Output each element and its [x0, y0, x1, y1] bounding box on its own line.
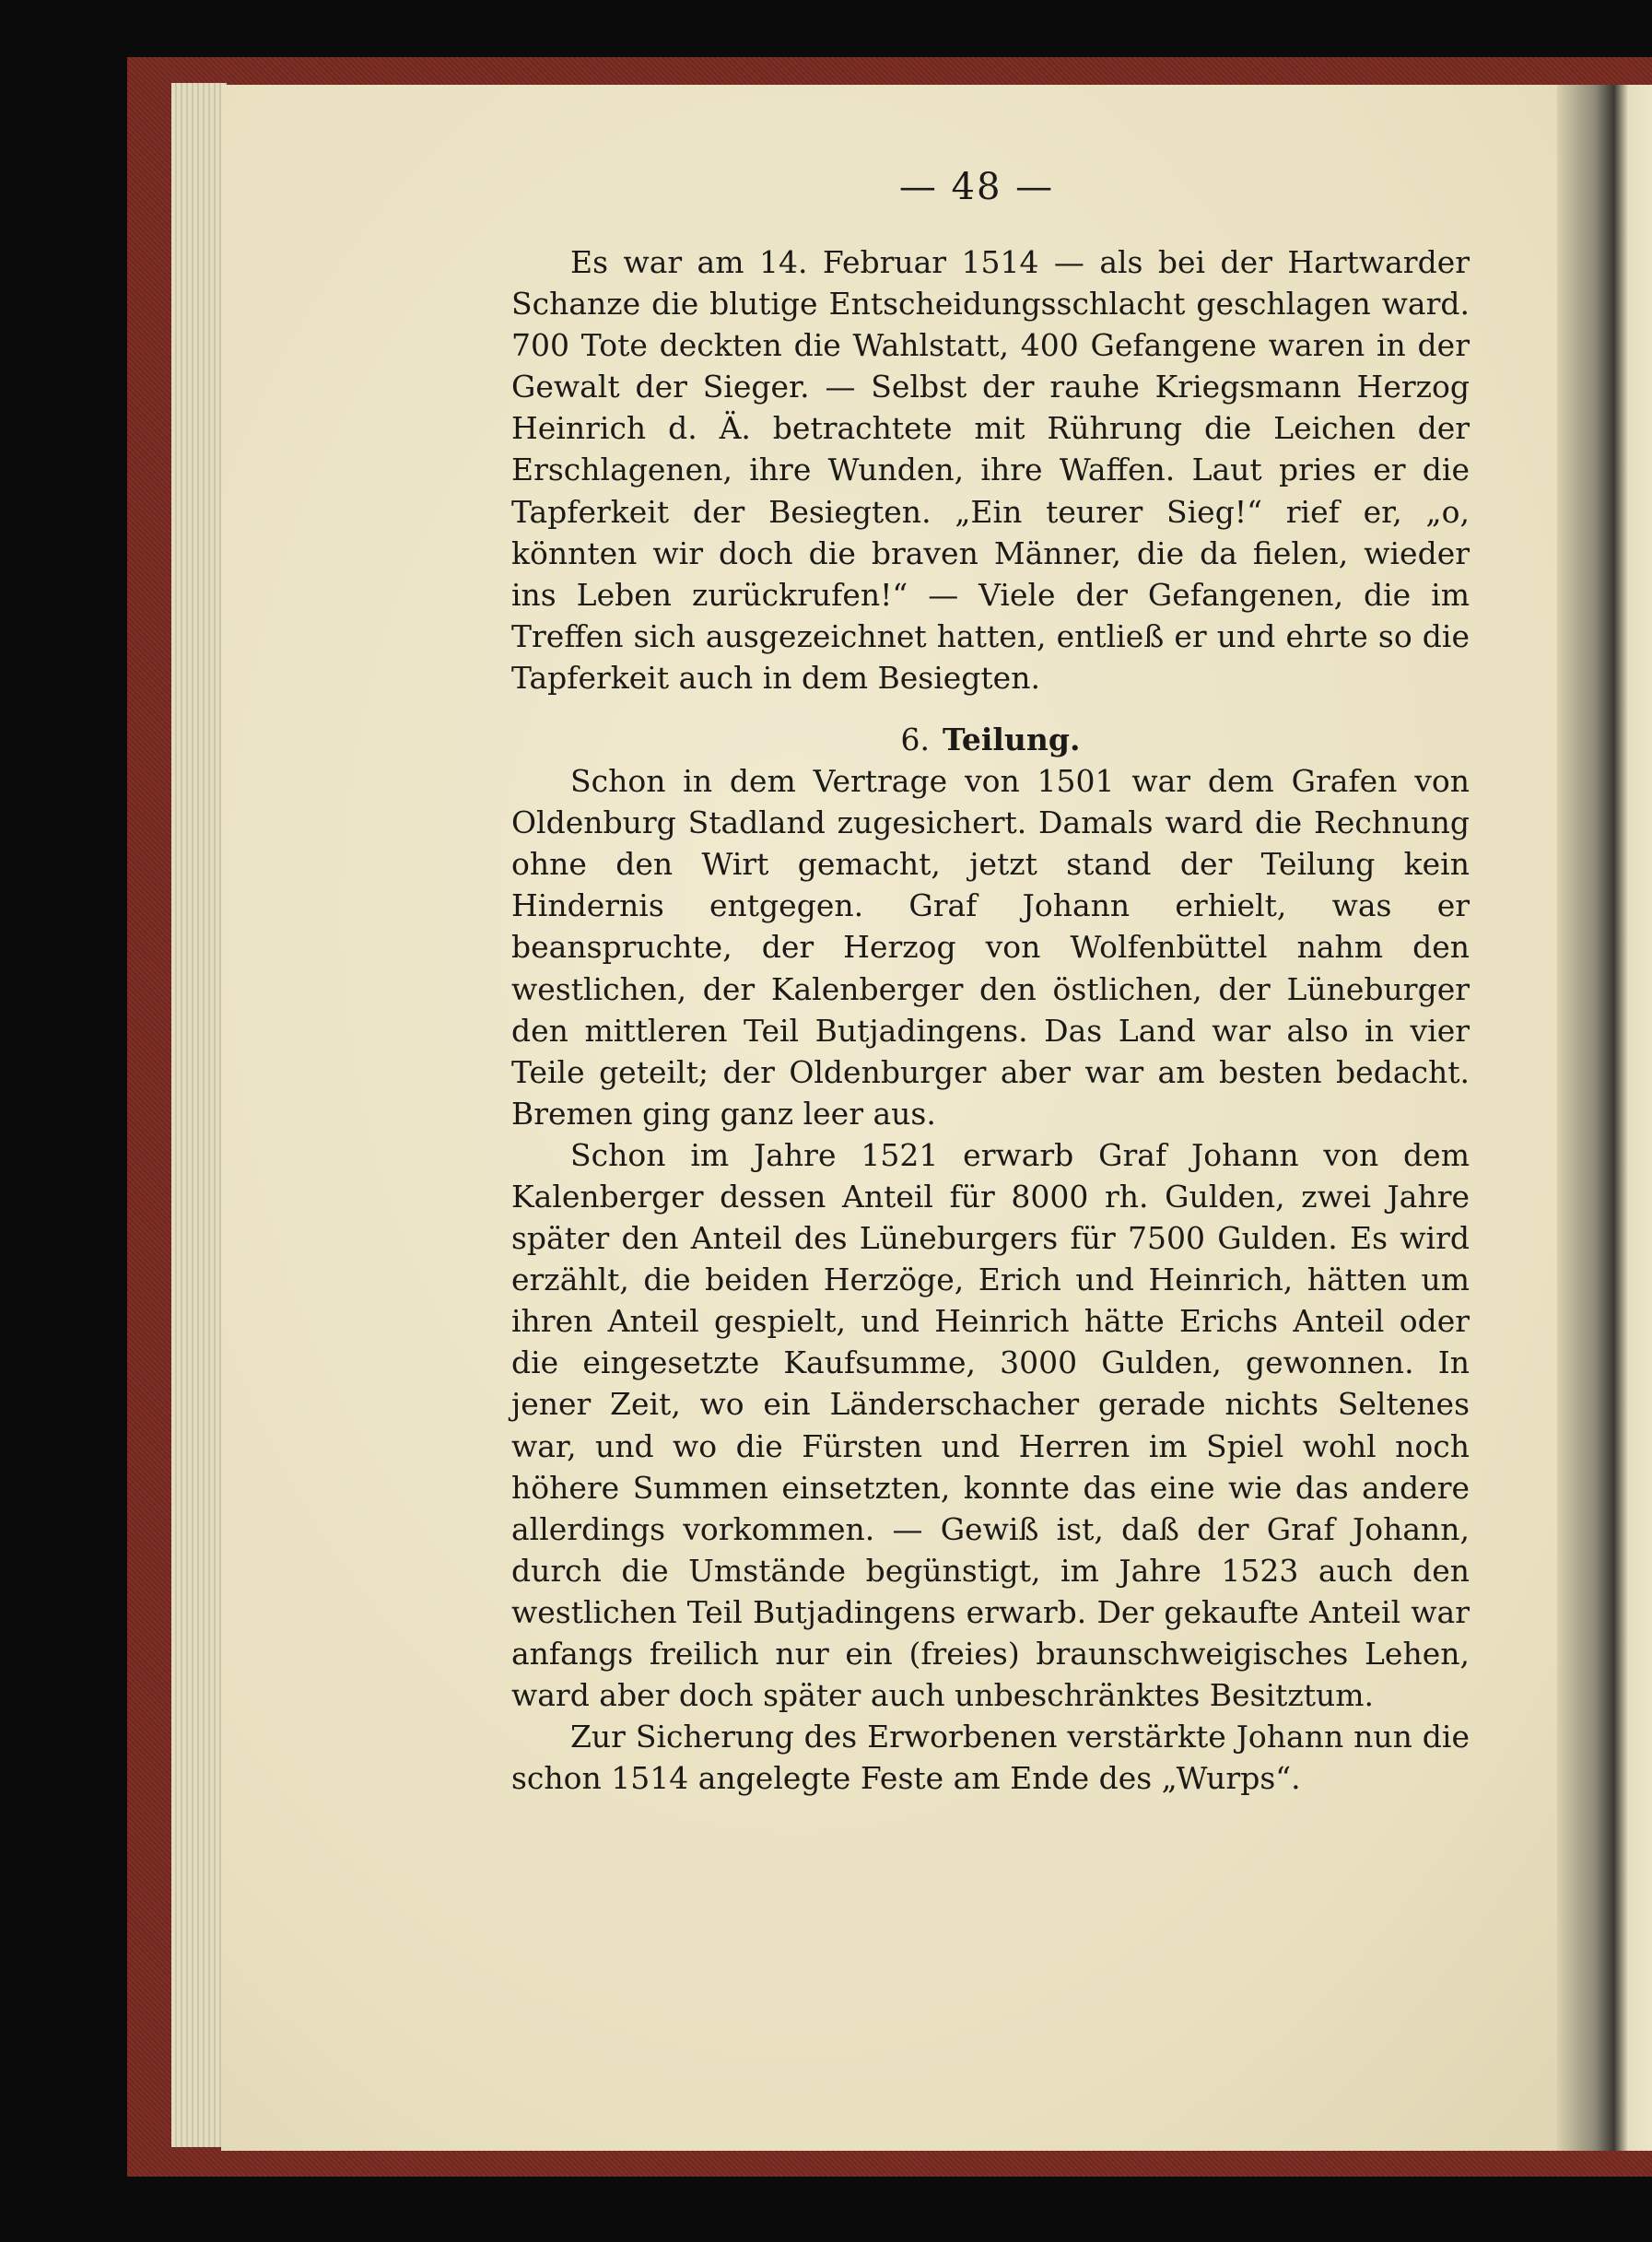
- book-gutter: [1557, 85, 1652, 2151]
- paragraph: Schon im Jahre 1521 erwarb Graf Johann von dem Kalenberger dessen Anteil für 8000 rh. Gulden, zwei Jahre später den Anteil des Lüneburgers für 7500 Gulden. Es wird erzählt, die beiden Herzöge, Erich und Heinrich, hätten um ihren Anteil gespielt, und Heinrich hätte Erichs Anteil oder die eingesetzte Kaufsumme, 3000 Gulden, gewonnen. In jener Zeit, wo ein Länderschacher gerade nichts Seltenes war, und wo die Fürsten und Herren im Spiel wohl noch höhere Summen einsetzten, konnte das eine wie das andere allerdings vorkommen. — Gewiß ist, daß der Graf Johann, durch die Umstände begünstigt, im Jahre 1523 auch den westlichen Teil Butjadingens erwarb. Der gekaufte Anteil war anfangs freilich nur ein (freies) braunschweigisches Lehen, ward aber doch später auch unbeschränktes Besitztum.: [511, 1136, 1470, 1714]
- paragraph: Zur Sicherung des Erworbenen verstärkte Johann nun die schon 1514 angelegte Feste am Ende des „Wurps“.: [511, 1719, 1470, 1797]
- page-edges: [171, 83, 227, 2147]
- section-heading: [511, 719, 1470, 760]
- page-text: [511, 241, 1470, 1799]
- section-number: 6.: [900, 722, 931, 758]
- section-title: Teilung.: [943, 722, 1081, 758]
- page-number: — 48 —: [898, 166, 1055, 208]
- paragraph: Es war am 14. Februar 1514 — als bei der Hartwarder Schanze die blutige Entscheidungsschlacht geschlagen ward. 700 Tote deckten die Wahlstatt, 400 Gefangene waren in der Gewalt der Sieger. — Selbst der rauhe Kriegsmann Herzog Heinrich d. Ä. betrachtete mit Rührung die Leichen der Erschlagenen, ihre Wunden, ihre Waffen. Laut pries er die Tapferkeit der Besiegten. „Ein teurer Sieg!“ rief er, „o, könnten wir doch die braven Männer, die da fielen, wieder ins Leben zurückrufen!“ — Viele der Gefangenen, die im Treffen sich ausgezeichnet hatten, entließ er und ehrte so die Tapferkeit auch in dem Besiegten.: [511, 244, 1470, 696]
- paragraph: Schon in dem Vertrage von 1501 war dem Grafen von Oldenburg Stadland zugesichert. Damals ward die Rechnung ohne den Wirt gemacht, jetzt stand der Teilung kein Hindernis entgegen. Graf Johann erhielt, was er beanspruchte, der Herzog von Wolfenbüttel nahm den westlichen, der Kalenberger den östlichen, der Lüneburger den mittleren Teil Butjadingens. Das Land war also in vier Teile geteilt; der Oldenburger aber war am besten bedacht. Bremen ging ganz leer aus.: [511, 763, 1470, 1132]
